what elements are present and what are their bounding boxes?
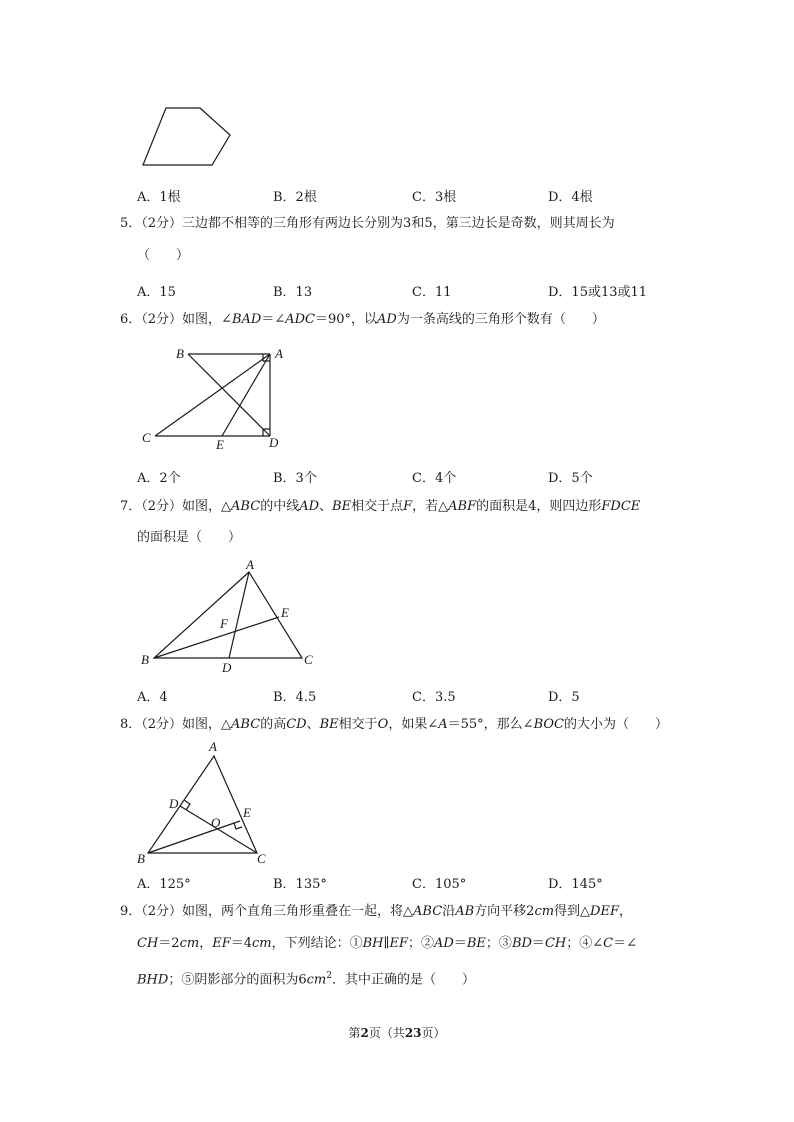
q7-option-c[interactable]: C．3.5: [412, 690, 456, 705]
q7-label-e: E: [281, 605, 289, 620]
q8-option-a[interactable]: A．125°: [137, 877, 191, 892]
q6-option-b[interactable]: B．3个: [273, 471, 317, 486]
q7-stem-line2: 的面积是（ ）: [137, 530, 242, 545]
q9-stem-line1: 9．（2分）如图，两个直角三角形重叠在一起，将△ABC沿AB方向平移2cm得到△DEF，: [120, 904, 632, 919]
q5-option-c[interactable]: C．11: [412, 285, 452, 300]
q4-option-b[interactable]: B．2根: [273, 190, 317, 205]
q7-label-c: C: [304, 652, 313, 667]
q7-option-b[interactable]: B．4.5: [273, 690, 317, 705]
q7-label-f: F: [220, 616, 228, 631]
q8-option-c[interactable]: C．105°: [412, 877, 467, 892]
q8-label-a: A: [209, 739, 217, 754]
q4-option-c[interactable]: C．3根: [412, 190, 457, 205]
q7-label-a: A: [246, 557, 254, 572]
q9-stem-line2: CH＝2cm，EF＝4cm，下列结论：①BH∥EF；②AD＝BE；③BD＝CH；④∠C＝∠: [137, 936, 637, 951]
q8-label-e: E: [243, 805, 251, 820]
q9-stem-line3: BHD；⑤阴影部分的面积为$6cm^2$．其中正确的是（ ）: [137, 971, 475, 988]
q7-option-d[interactable]: D．5: [548, 690, 580, 705]
q6-option-a[interactable]: A．2个: [137, 471, 181, 486]
q8-option-d[interactable]: D．145°: [548, 877, 603, 892]
q7-stem-line1: 7．（2分）如图，△ABC的中线AD、BE相交于点F，若△ABF的面积是4，则四边形FDCE: [120, 499, 641, 514]
q6-label-c: C: [142, 430, 151, 445]
q5-stem-line1: 5．（2分）三边都不相等的三角形有两边长分别为3和5，第三边长是奇数，则其周长为: [120, 216, 615, 231]
q8-label-o: O: [211, 815, 221, 830]
q6-option-c[interactable]: C．4个: [412, 471, 457, 486]
q5-stem-line2: （ ）: [137, 248, 190, 263]
q8-label-b: B: [137, 851, 145, 866]
q6-label-a: A: [275, 346, 283, 361]
q4-option-d[interactable]: D．4根: [548, 190, 593, 205]
q8-label-c: C: [257, 851, 266, 866]
q6-label-e: E: [216, 437, 224, 452]
q6-option-d[interactable]: D．5个: [548, 471, 593, 486]
q7-label-d: D: [222, 660, 232, 675]
q5-option-b[interactable]: B．13: [273, 285, 313, 300]
q7-option-a[interactable]: A．4: [137, 690, 168, 705]
q8-option-b[interactable]: B．135°: [273, 877, 327, 892]
q5-option-a[interactable]: A．15: [137, 285, 176, 300]
q8-stem: 8．（2分）如图，△ABC的高CD、BE相交于O，如果∠A＝55°，那么∠BOC的大小为（ ）: [120, 717, 668, 732]
q6-label-b: B: [176, 346, 184, 361]
q7-label-b: B: [141, 652, 149, 667]
q6-label-d: D: [269, 435, 279, 450]
q4-option-a[interactable]: A．1根: [137, 190, 181, 205]
q6-stem: 6．（2分）如图，∠BAD＝∠ADC＝90°，以AD为一条高线的三角形个数有（ ）: [120, 312, 605, 327]
q5-option-d[interactable]: D．15或13或11: [548, 285, 648, 300]
page-footer: 第2页（共23页）: [348, 1026, 446, 1040]
q8-label-d: D: [169, 796, 179, 811]
